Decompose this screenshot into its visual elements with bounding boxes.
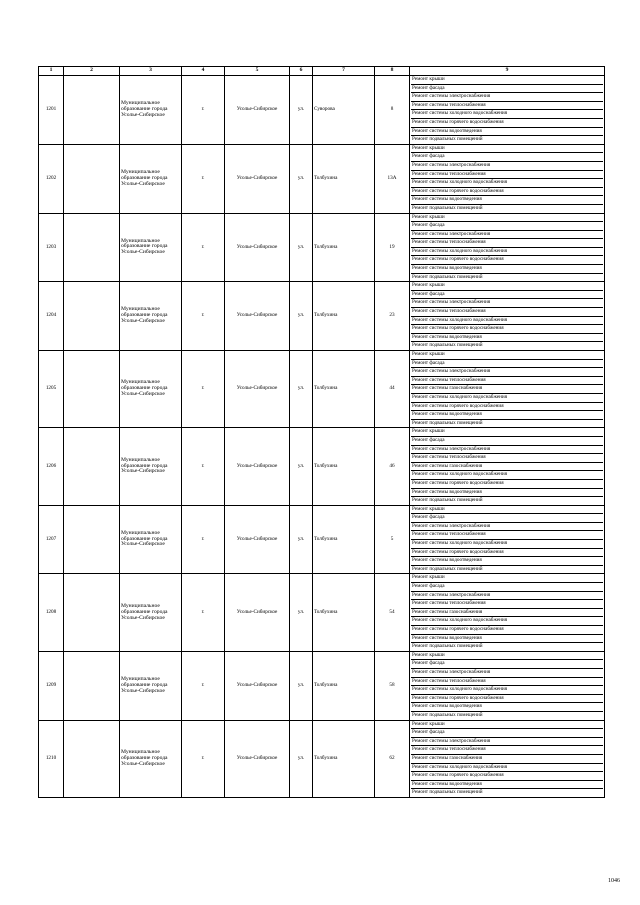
work-item: Ремонт системы водоотведения	[411, 411, 603, 420]
work-item: Ремонт крыши	[411, 574, 603, 583]
work-item: Ремонт системы электроснабжения	[411, 523, 603, 532]
work-item: Ремонт подвальных помещений	[412, 136, 483, 143]
work-item: Ремонт подвальных помещений	[412, 342, 483, 349]
table-row	[39, 213, 605, 282]
work-item: Ремонт системы теплоснабжения	[411, 377, 603, 386]
street-type: ул.	[290, 505, 313, 574]
settlement-type: г.	[182, 574, 225, 651]
table-row	[39, 428, 605, 505]
street-name: Толбухина	[313, 351, 375, 428]
work-item: Ремонт фасада	[411, 437, 603, 446]
street-name: Толбухина	[313, 574, 375, 651]
house-number: 62	[375, 720, 410, 797]
work-item: Ремонт системы холодного водоснабжения	[411, 617, 603, 626]
work-item: Ремонт подвальных помещений	[412, 565, 483, 572]
row-col2	[64, 428, 120, 505]
col-header-4: 4	[182, 67, 225, 76]
row-col2	[64, 505, 120, 574]
work-item: Ремонт системы горячего водоснабжения	[411, 325, 603, 334]
table-row	[39, 505, 605, 574]
street-type: ул.	[290, 574, 313, 651]
municipality: Муниципальное образование города Усолье-Сибирское	[120, 574, 182, 651]
col-header-1: 1	[39, 67, 64, 76]
work-item: Ремонт крыши	[411, 76, 603, 85]
work-item: Ремонт системы горячего водоснабжения	[411, 772, 603, 781]
settlement-name: Усолье-Сибирское	[225, 144, 290, 213]
col-header-5: 5	[225, 67, 290, 76]
work-item: Ремонт подвальных помещений	[412, 419, 483, 426]
house-number: 5	[375, 505, 410, 574]
work-item: Ремонт подвальных помещений	[412, 204, 483, 211]
settlement-name: Усолье-Сибирское	[225, 351, 290, 428]
street-name: Толбухина	[313, 428, 375, 505]
settlement-type: г.	[182, 651, 225, 720]
work-item: Ремонт системы водоотведения	[411, 557, 603, 566]
work-item: Ремонт системы холодного водоснабжения	[411, 248, 603, 257]
work-item: Ремонт крыши	[411, 145, 603, 154]
work-item: Ремонт системы холодного водоснабжения	[411, 394, 603, 403]
row-number: 1210	[39, 720, 64, 797]
works-list	[410, 651, 605, 720]
work-item: Ремонт системы электроснабжения	[411, 446, 603, 455]
table-row	[39, 76, 605, 145]
settlement-type: г.	[182, 144, 225, 213]
table-row	[39, 720, 605, 797]
row-col2	[64, 282, 120, 351]
settlement-name: Усолье-Сибирское	[225, 428, 290, 505]
settlement-type: г.	[182, 505, 225, 574]
municipality: Муниципальное образование города Усолье-Сибирское	[120, 651, 182, 720]
settlement-type: г.	[182, 428, 225, 505]
work-item: Ремонт системы горячего водоснабжения	[411, 403, 603, 412]
work-item: Ремонт системы водоотведения	[411, 635, 603, 644]
work-item: Ремонт фасада	[411, 85, 603, 94]
work-item: Ремонт подвальных помещений	[412, 711, 483, 718]
settlement-name: Усолье-Сибирское	[225, 720, 290, 797]
works-list	[410, 76, 605, 145]
house-number: 46	[375, 428, 410, 505]
work-item: Ремонт системы теплоснабжения	[411, 746, 603, 755]
works-list	[410, 144, 605, 213]
work-item: Ремонт системы водоотведения	[411, 196, 603, 205]
work-item: Ремонт фасада	[411, 291, 603, 300]
works-list	[410, 213, 605, 282]
settlement-type: г.	[182, 351, 225, 428]
table-row	[39, 144, 605, 213]
house-number: 54	[375, 574, 410, 651]
work-item: Ремонт системы электроснабжения	[411, 368, 603, 377]
row-number: 1205	[39, 351, 64, 428]
house-number: 23	[375, 282, 410, 351]
work-item: Ремонт системы газоснабжения	[411, 385, 603, 394]
municipality: Муниципальное образование города Усолье-Сибирское	[120, 428, 182, 505]
work-item: Ремонт системы электроснабжения	[411, 299, 603, 308]
work-item: Ремонт подвальных помещений	[412, 497, 483, 504]
settlement-name: Усолье-Сибирское	[225, 213, 290, 282]
municipality: Муниципальное образование города Усолье-Сибирское	[120, 351, 182, 428]
street-name: Толбухина	[313, 213, 375, 282]
street-name: Толбухина	[313, 505, 375, 574]
work-item: Ремонт системы водоотведения	[411, 334, 603, 343]
work-item: Ремонт фасада	[411, 729, 603, 738]
house-number: 58	[375, 651, 410, 720]
col-header-6: 6	[290, 67, 313, 76]
street-type: ул.	[290, 651, 313, 720]
row-col2	[64, 351, 120, 428]
work-item: Ремонт системы электроснабжения	[411, 162, 603, 171]
work-item: Ремонт системы водоотведения	[411, 781, 603, 790]
work-item: Ремонт системы газоснабжения	[411, 755, 603, 764]
work-item: Ремонт системы горячего водоснабжения	[411, 188, 603, 197]
house-number: 19	[375, 213, 410, 282]
row-number: 1208	[39, 574, 64, 651]
work-item: Ремонт системы электроснабжения	[411, 592, 603, 601]
col-header-2: 2	[64, 67, 120, 76]
work-item: Ремонт крыши	[411, 506, 603, 515]
work-item: Ремонт крыши	[411, 282, 603, 291]
works-list	[410, 428, 605, 505]
works-list	[410, 351, 605, 428]
settlement-type: г.	[182, 76, 225, 145]
work-item: Ремонт системы электроснабжения	[411, 93, 603, 102]
work-item: Ремонт системы холодного водоснабжения	[411, 317, 603, 326]
work-item: Ремонт подвальных помещений	[412, 273, 483, 280]
street-type: ул.	[290, 351, 313, 428]
work-item: Ремонт фасада	[411, 222, 603, 231]
row-number: 1207	[39, 505, 64, 574]
work-item: Ремонт системы холодного водоснабжения	[411, 471, 603, 480]
settlement-name: Усолье-Сибирское	[225, 574, 290, 651]
work-item: Ремонт системы горячего водоснабжения	[411, 480, 603, 489]
work-item: Ремонт крыши	[411, 721, 603, 730]
works-list	[410, 282, 605, 351]
work-item: Ремонт фасада	[411, 514, 603, 523]
work-item: Ремонт фасада	[411, 360, 603, 369]
row-number: 1204	[39, 282, 64, 351]
work-item: Ремонт системы электроснабжения	[411, 738, 603, 747]
work-item: Ремонт системы теплоснабжения	[411, 531, 603, 540]
work-item: Ремонт системы холодного водоснабжения	[411, 540, 603, 549]
settlement-type: г.	[182, 720, 225, 797]
works-list	[410, 574, 605, 651]
street-type: ул.	[290, 720, 313, 797]
work-item: Ремонт крыши	[411, 652, 603, 661]
work-item: Ремонт крыши	[411, 351, 603, 360]
work-item: Ремонт системы холодного водоснабжения	[411, 179, 603, 188]
work-item: Ремонт системы водоотведения	[411, 703, 603, 712]
works-list	[410, 720, 605, 797]
work-item: Ремонт системы горячего водоснабжения	[411, 549, 603, 558]
work-item: Ремонт фасада	[411, 583, 603, 592]
settlement-name: Усолье-Сибирское	[225, 282, 290, 351]
col-header-3: 3	[120, 67, 182, 76]
row-col2	[64, 720, 120, 797]
row-col2	[64, 213, 120, 282]
settlement-type: г.	[182, 213, 225, 282]
municipality: Муниципальное образование города Усолье-Сибирское	[120, 282, 182, 351]
work-item: Ремонт системы горячего водоснабжения	[411, 256, 603, 265]
municipality: Муниципальное образование города Усолье-Сибирское	[120, 720, 182, 797]
street-type: ул.	[290, 282, 313, 351]
municipality: Муниципальное образование города Усолье-Сибирское	[120, 144, 182, 213]
street-name: Толбухина	[313, 720, 375, 797]
municipality: Муниципальное образование города Усолье-Сибирское	[120, 505, 182, 574]
street-type: ул.	[290, 213, 313, 282]
row-col2	[64, 144, 120, 213]
works-list	[410, 505, 605, 574]
work-item: Ремонт системы горячего водоснабжения	[411, 626, 603, 635]
settlement-name: Усолье-Сибирское	[225, 651, 290, 720]
row-number: 1201	[39, 76, 64, 145]
table-row	[39, 282, 605, 351]
row-col2	[64, 651, 120, 720]
work-item: Ремонт системы газоснабжения	[411, 463, 603, 472]
work-item: Ремонт системы горячего водоснабжения	[411, 695, 603, 704]
work-item: Ремонт системы теплоснабжения	[411, 678, 603, 687]
row-number: 1206	[39, 428, 64, 505]
row-col2	[64, 76, 120, 145]
street-name: Толбухина	[313, 144, 375, 213]
work-item: Ремонт системы водоотведения	[411, 128, 603, 137]
house-number: 13А	[375, 144, 410, 213]
work-item: Ремонт системы теплоснабжения	[411, 454, 603, 463]
table-row	[39, 351, 605, 428]
page-number: 1046	[608, 878, 620, 884]
street-name: Толбухина	[313, 282, 375, 351]
settlement-type: г.	[182, 282, 225, 351]
work-item: Ремонт подвальных помещений	[412, 643, 483, 650]
settlement-name: Усолье-Сибирское	[225, 505, 290, 574]
work-item: Ремонт крыши	[411, 428, 603, 437]
house-number: 44	[375, 351, 410, 428]
work-item: Ремонт системы электроснабжения	[411, 669, 603, 678]
work-item: Ремонт системы холодного водоснабжения	[411, 764, 603, 773]
work-item: Ремонт системы теплоснабжения	[411, 239, 603, 248]
work-item: Ремонт подвальных помещений	[412, 789, 483, 796]
table-row	[39, 574, 605, 651]
street-name: Суворова	[313, 76, 375, 145]
header-row	[39, 67, 605, 76]
settlement-name: Усолье-Сибирское	[225, 76, 290, 145]
work-item: Ремонт системы теплоснабжения	[411, 102, 603, 111]
row-number: 1203	[39, 213, 64, 282]
street-type: ул.	[290, 428, 313, 505]
street-name: Толбухина	[313, 651, 375, 720]
work-item: Ремонт системы холодного водоснабжения	[411, 686, 603, 695]
row-number: 1209	[39, 651, 64, 720]
work-item: Ремонт системы газоснабжения	[411, 609, 603, 618]
col-header-7: 7	[313, 67, 375, 76]
work-item: Ремонт фасада	[411, 660, 603, 669]
work-item: Ремонт системы водоотведения	[411, 489, 603, 498]
work-item: Ремонт системы водоотведения	[411, 265, 603, 274]
work-item: Ремонт фасада	[411, 153, 603, 162]
work-item: Ремонт системы электроснабжения	[411, 231, 603, 240]
house-number: 8	[375, 76, 410, 145]
register-table	[38, 66, 605, 798]
work-item: Ремонт системы теплоснабжения	[411, 308, 603, 317]
work-item: Ремонт системы теплоснабжения	[411, 600, 603, 609]
municipality: Муниципальное образование города Усолье-Сибирское	[120, 76, 182, 145]
row-number: 1202	[39, 144, 64, 213]
work-item: Ремонт системы теплоснабжения	[411, 171, 603, 180]
street-type: ул.	[290, 76, 313, 145]
street-type: ул.	[290, 144, 313, 213]
work-item: Ремонт системы горячего водоснабжения	[411, 119, 603, 128]
col-header-8: 8	[375, 67, 410, 76]
work-item: Ремонт крыши	[411, 214, 603, 223]
col-header-9: 9	[410, 67, 605, 76]
table-row	[39, 651, 605, 720]
work-item: Ремонт системы холодного водоснабжения	[411, 110, 603, 119]
municipality: Муниципальное образование города Усолье-Сибирское	[120, 213, 182, 282]
row-col2	[64, 574, 120, 651]
